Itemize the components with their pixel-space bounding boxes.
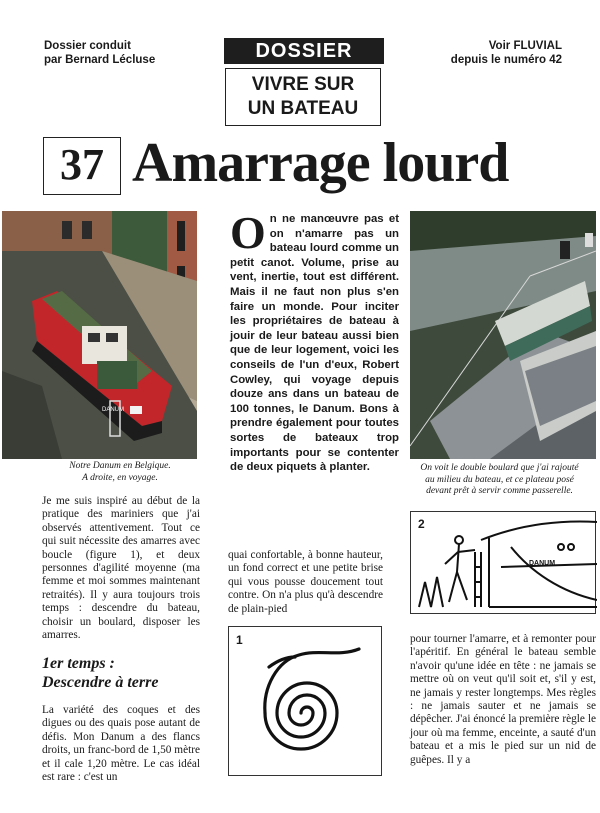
caption-left	[40, 461, 200, 484]
figure-1-label: 1	[236, 633, 243, 647]
figure-2-boarding	[410, 511, 596, 614]
dossier-label: DOSSIER	[224, 38, 384, 64]
caption-right-line1: On voit le double boulard que j'ai rajouté	[420, 463, 579, 473]
figure-1-coiled-rope	[228, 626, 382, 776]
series-reference	[382, 39, 562, 67]
boarding-drawing	[411, 512, 597, 615]
theme-line1: VIVRE SUR	[251, 74, 355, 95]
intro-text: n ne manœuvre pas et on n'amarre pas un bateau lourd comme un petit canot. Volume, prise au vent, inertie, tout est différent. Mais il ne faut non plus s'en faire un monde. Pour inciter les propriétaires de bateau à jouir de leur bateau aussi bien que de leur logement, voici les conseils de l'un d'eux, Robert Cowley, qui voyage depuis douze ans dans un bateau de 100 tonnes, le Danum. Bons à prendre également pour toutes sortes de bateaux trop importants pour se contenter de deux piquets à planter.	[230, 213, 399, 474]
body-column-1-continued: La variété des coques et des digues ou des quais pose autant de défis. Mon Danum a des flancs droits, un franc-bord de 1,50 mètre et il cale 1,20 mètre. Le cas idéal est rare : c'est un	[42, 704, 200, 784]
figure-2-label: 2	[418, 517, 425, 531]
body-column-2: quai confortable, à bonne hauteur, un fond correct et une petite brise qui vous pousse doucement tout contre. On n'a plus qu'à descendre de plain-pied	[228, 549, 383, 615]
theme-line2: UN BATEAU	[247, 98, 359, 119]
intro-dropcap: O	[230, 207, 266, 258]
theme-box	[225, 68, 381, 126]
body-column-1: Je me suis inspiré au début de la pratique des mariniers que j'ai observés attentivement. Tout ce qui suit nécessite des amarres avec boucle (figure 1), et deux personnes d'agilité moyenne (ma femme et moi sommes maintenant retraités). Il y aura toujours trois temps : descendre du bateau, choisir un boulard, disposer les amarres.	[42, 495, 200, 642]
subhead-line1: 1er temps :	[42, 655, 115, 672]
article-number: 37	[43, 137, 121, 195]
author-line1: Dossier conduit	[44, 40, 131, 52]
body-column-3: pour tourner l'amarre, et à remonter pour l'apéritif. En général le bateau semble n'avoir qu'une idée en tête : ne jamais se mettre où on veut qu'il soit et, s'il y est, ne jamais y rester longtemps. Mes règles : ne jamais sauter et ne jamais se dépêcher. J'ai énoncé la première règle le jour où ma femme, enceinte, a sauté d'un bateau et a mis le pied sur un nid de guêpes. Il y a	[410, 633, 596, 766]
article-intro	[230, 207, 399, 475]
subhead-1er-temps	[42, 654, 212, 692]
figure-2-hull-name: DANUM	[529, 560, 556, 567]
photo-hull-name: DANUM	[102, 407, 124, 413]
caption-left-line1: Notre Danum en Belgique.	[69, 461, 171, 471]
subhead-line2: Descendre à terre	[42, 674, 159, 691]
article-title: Amarrage lourd	[132, 132, 509, 194]
caption-left-line2: A droite, en voyage.	[82, 472, 158, 483]
caption-right-line3: devant prêt à servir comme passerelle.	[426, 486, 573, 496]
series-line2: depuis le numéro 42	[450, 54, 562, 66]
author-line2: par Bernard Lécluse	[44, 54, 156, 66]
caption-right-line2: au milieu du bateau, et ce plateau posé	[425, 474, 574, 485]
series-line1: Voir FLUVIAL	[488, 40, 562, 52]
photo-barge-belgium	[2, 211, 197, 459]
photo-deck-voyage	[410, 211, 596, 459]
coiled-rope-drawing	[229, 627, 383, 777]
caption-right	[403, 463, 596, 498]
author-credit	[44, 39, 224, 67]
